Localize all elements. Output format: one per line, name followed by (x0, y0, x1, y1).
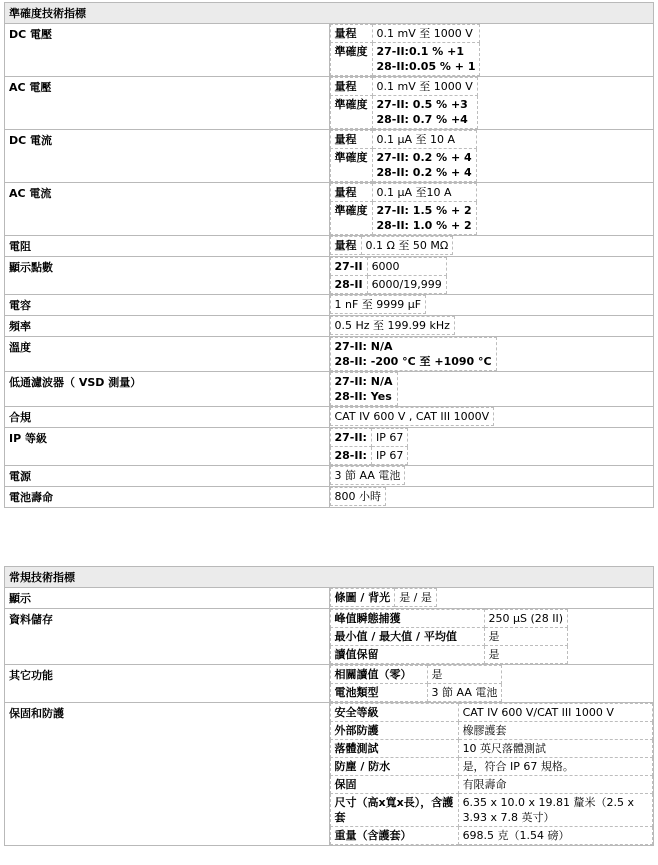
row-label: 合規 (5, 407, 330, 428)
spec-value: 是 / 是 (395, 589, 437, 607)
spec-key: 安全等級 (330, 704, 458, 722)
spec-key: 相關讀值（零） (330, 666, 427, 684)
row-label: DC 電流 (5, 130, 330, 183)
spec-key: 最小值 / 最大值 / 平均值 (330, 628, 484, 646)
range-value: 0.1 mV 至 1000 V (372, 78, 477, 96)
model-27-value: 27-II: N/A (334, 340, 393, 353)
row-label: 電容 (5, 295, 330, 316)
accuracy-27: 27-II: 1.5 % + 2 (376, 204, 472, 217)
model-27-value: IP 67 (371, 429, 407, 447)
general-spec-table (4, 566, 654, 846)
accuracy-27: 27-II: 0.5 % +3 (376, 98, 468, 111)
range-value: 0.1 Ω 至 50 MΩ (361, 237, 453, 255)
model-27-value: 27-II: N/A (334, 375, 393, 388)
model-27-value: 6000 (367, 258, 446, 276)
row-label: 顯示 (5, 588, 330, 609)
spec-key: 電池類型 (330, 684, 427, 702)
spec-row-battery-life (5, 487, 654, 508)
row-label: DC 電壓 (5, 24, 330, 77)
spec-value: 10 英尺落體測試 (458, 740, 652, 758)
row-label: 電池壽命 (5, 487, 330, 508)
row-label: 保固和防護 (5, 703, 330, 846)
spec-value: 1 nF 至 9999 μF (330, 296, 426, 314)
spec-key: 尺寸（高x寬x長），含護套 (330, 794, 458, 827)
model-28-key: 28-II (330, 276, 367, 294)
model-28-value: IP 67 (371, 447, 407, 465)
accuracy-key: 準確度 (330, 149, 372, 182)
spec-row-compliance (5, 407, 654, 428)
accuracy-27: 27-II:0.1 % +1 (376, 45, 464, 58)
row-label: 溫度 (5, 337, 330, 372)
model-28-value: 6000/19,999 (367, 276, 446, 294)
spec-value: 3 節 AA 電池 (330, 467, 405, 485)
spec-value: 6.35 x 10.0 x 19.81 釐米（2.5 x 3.93 x 7.8 英寸） (458, 794, 652, 827)
range-key: 量程 (330, 184, 372, 202)
spec-value: 是 (484, 646, 568, 664)
spec-value: 0.5 Hz 至 199.99 kHz (330, 317, 454, 335)
spec-value: 800 小時 (330, 488, 386, 506)
spec-key: 峰值瞬態捕獲 (330, 610, 484, 628)
spec-row-display-count (5, 257, 654, 295)
model-27-key: 27-II: (330, 429, 371, 447)
spec-value: 有限壽命 (458, 776, 652, 794)
spec-row-temperature (5, 337, 654, 372)
accuracy-key: 準確度 (330, 43, 372, 76)
accuracy-table-title: 準確度技術指標 (5, 3, 654, 24)
spec-row-resistance (5, 236, 654, 257)
spec-row-capacitance (5, 295, 654, 316)
row-label: 低通濾波器（ VSD 測量） (5, 372, 330, 407)
spec-row-display (5, 588, 654, 609)
accuracy-key: 準確度 (330, 96, 372, 129)
spec-key: 重量（含護套） (330, 827, 458, 845)
spec-value: 是 (427, 666, 502, 684)
model-28-value: 28-II: -200 °C 至 +1090 °C (334, 355, 492, 368)
spec-value: CAT IV 600 V , CAT III 1000V (330, 408, 494, 426)
spec-row-data-storage (5, 609, 654, 665)
range-value: 0.1 mV 至 1000 V (372, 25, 480, 43)
spec-row-ac-current (5, 183, 654, 236)
spec-key: 防塵 / 防水 (330, 758, 458, 776)
spec-subtable (330, 183, 477, 235)
spec-key: 讀值保留 (330, 646, 484, 664)
row-label: AC 電壓 (5, 77, 330, 130)
spec-subtable (330, 77, 478, 129)
spec-row-warranty-protection (5, 703, 654, 846)
row-label: 顯示點數 (5, 257, 330, 295)
row-label: 頻率 (5, 316, 330, 337)
range-value: 0.1 μA 至10 A (372, 184, 476, 202)
spec-key: 條圖 / 背光 (330, 589, 395, 607)
spec-value: 是 (484, 628, 568, 646)
range-key: 量程 (330, 237, 361, 255)
spec-subtable (330, 24, 481, 76)
accuracy-28: 28-II:0.05 % + 1 (376, 60, 476, 73)
spec-key: 保固 (330, 776, 458, 794)
model-27-key: 27-II (330, 258, 367, 276)
row-label: AC 電流 (5, 183, 330, 236)
spec-value: 3 節 AA 電池 (427, 684, 502, 702)
row-label: 資料儲存 (5, 609, 330, 665)
spec-row-dc-voltage (5, 24, 654, 77)
spec-value: 250 μS (28 II) (484, 610, 568, 628)
spec-value: 698.5 克（1.54 磅） (458, 827, 652, 845)
spec-value: 橡膠護套 (458, 722, 652, 740)
row-label: IP 等級 (5, 428, 330, 466)
spec-row-frequency (5, 316, 654, 337)
range-key: 量程 (330, 131, 372, 149)
spec-key: 外部防護 (330, 722, 458, 740)
row-label: 電阻 (5, 236, 330, 257)
spec-row-lowpass-filter (5, 372, 654, 407)
spec-key: 落體測試 (330, 740, 458, 758)
range-key: 量程 (330, 78, 372, 96)
accuracy-27: 27-II: 0.2 % + 4 (376, 151, 472, 164)
accuracy-28: 28-II: 0.7 % +4 (376, 113, 468, 126)
model-28-key: 28-II: (330, 447, 371, 465)
accuracy-28: 28-II: 0.2 % + 4 (376, 166, 472, 179)
general-table-title: 常規技術指標 (5, 567, 654, 588)
range-key: 量程 (330, 25, 372, 43)
row-label: 其它功能 (5, 665, 330, 703)
model-28-value: 28-II: Yes (334, 390, 392, 403)
spec-row-dc-current (5, 130, 654, 183)
accuracy-spec-table (4, 2, 654, 508)
spec-row-ac-voltage (5, 77, 654, 130)
spec-row-other-features (5, 665, 654, 703)
range-value: 0.1 μA 至 10 A (372, 131, 476, 149)
spec-value: 是，符合 IP 67 規格。 (458, 758, 652, 776)
spec-row-power (5, 466, 654, 487)
accuracy-28: 28-II: 1.0 % + 2 (376, 219, 472, 232)
spec-subtable (330, 130, 477, 182)
accuracy-key: 準確度 (330, 202, 372, 235)
spec-row-ip-rating (5, 428, 654, 466)
spec-value: CAT IV 600 V/CAT III 1000 V (458, 704, 652, 722)
row-label: 電源 (5, 466, 330, 487)
